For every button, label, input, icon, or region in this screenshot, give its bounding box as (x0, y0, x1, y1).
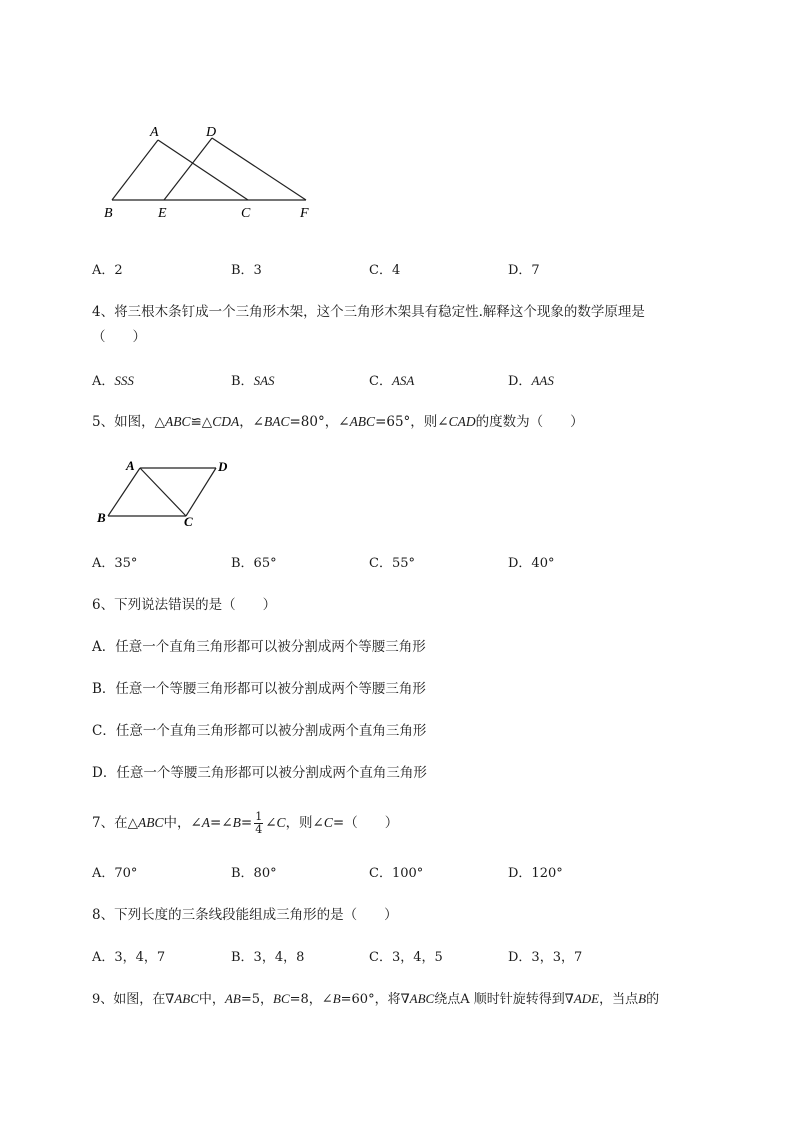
q7-option-d: D．120° (508, 866, 563, 881)
q6-option-d: D．任意一个等腰三角形都可以被分割成两个直角三角形 (92, 765, 427, 781)
q8-option-c: C．3，4，5 (369, 950, 443, 965)
label-d: D (218, 459, 228, 474)
q5-option-a: A．35° (92, 556, 138, 571)
q4-stem: 4、将三根木条钉成一个三角形木架，这个三角形木架具有稳定性.解释这个现象的数学原理是 (92, 304, 645, 320)
q6-option-c: C．任意一个直角三角形都可以被分割成两个直角三角形 (92, 723, 427, 739)
q4-option-c: C．ASA (369, 373, 415, 389)
q6-option-b: B．任意一个等腰三角形都可以被分割成两个等腰三角形 (92, 681, 426, 697)
q7-option-b: B．80° (231, 866, 277, 881)
segment-ab (108, 468, 140, 516)
q5-option-c: C．55° (369, 556, 415, 571)
segment-df (212, 138, 306, 200)
q6-option-a: A．任意一个直角三角形都可以被分割成两个等腰三角形 (92, 639, 426, 655)
label-c: C (184, 514, 193, 529)
segment-ed (164, 138, 212, 200)
q3-option-a: A．2 (92, 263, 123, 278)
label-e: E (158, 206, 167, 221)
q3-figure (98, 120, 328, 224)
label-c: C (241, 206, 251, 221)
segment-cd (186, 468, 216, 516)
q5-option-d: D．40° (508, 556, 555, 571)
q7-option-c: C．100° (369, 866, 424, 881)
q3-option-c: C．4 (369, 263, 401, 278)
q8-option-d: D．3，3，7 (508, 950, 583, 965)
q4-option-d: D．AAS (508, 373, 554, 389)
q8-option-b: B．3，4，8 (231, 950, 305, 965)
fraction-one-quarter: $\frac{1}{4}$ (255, 810, 263, 836)
q5-figure (94, 456, 244, 530)
label-a: A (126, 458, 135, 473)
q3-option-d: D．7 (508, 263, 540, 278)
label-f: F (300, 206, 309, 221)
q7-stem: 7、在△ABC中，∠A=∠B= $\frac{1}{4}$ ∠C，则∠C=（ ） (92, 810, 399, 836)
q5-option-b: B．65° (231, 556, 277, 571)
q4-stem-blank: （ ） (92, 329, 146, 345)
q4-option-b: B．SAS (231, 373, 275, 389)
label-a: A (150, 125, 159, 140)
q5-stem: 5、如图，△ABC≌△CDA，∠BAC=80°，∠ABC=65°，则∠CAD的度数为（ ） (92, 414, 584, 430)
segment-ac (140, 468, 186, 516)
q3-option-b: B．3 (231, 263, 262, 278)
q4-option-a: A．SSS (92, 373, 134, 389)
segment-ba (112, 140, 158, 200)
label-b: B (97, 510, 106, 525)
q8-option-a: A．3，4，7 (92, 950, 166, 965)
q8-stem: 8、下列长度的三条线段能组成三角形的是（ ） (92, 907, 398, 923)
q7-option-a: A．70° (92, 866, 138, 881)
q9-stem: 9、如图，在∇ABC中，AB=5，BC=8，∠B=60°，将∇ABC绕点A 顺时针旋转得到∇ADE，当点B的 (92, 991, 660, 1007)
label-d: D (206, 125, 217, 140)
q6-stem: 6、下列说法错误的是（ ） (92, 597, 277, 613)
label-b: B (104, 206, 113, 221)
